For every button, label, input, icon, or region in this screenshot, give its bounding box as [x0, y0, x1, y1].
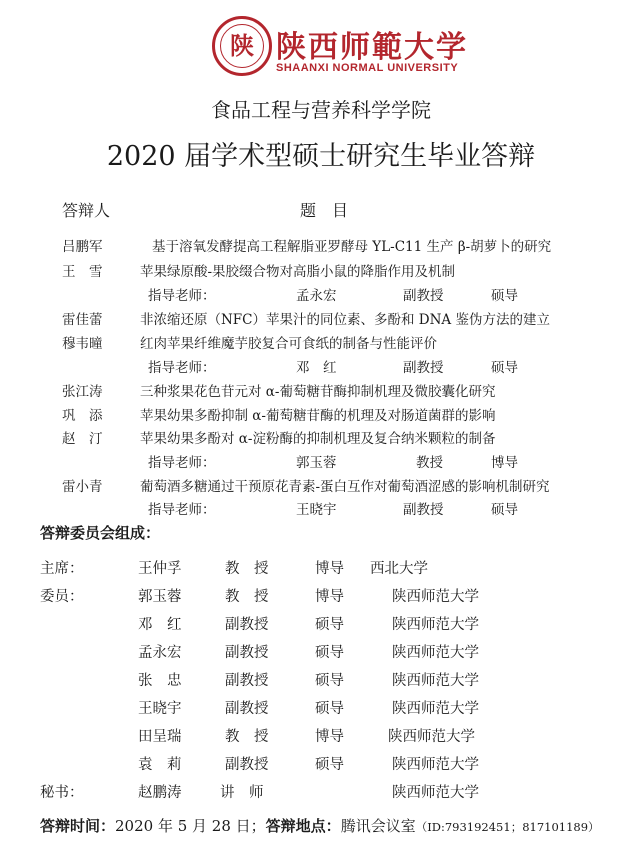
- thesis-title: 葡萄酒多糖通过干预原花青素-蛋白互作对葡萄酒涩感的影响机制研究: [140, 479, 550, 495]
- committee-heading: 答辩委员会组成：: [40, 525, 161, 542]
- thesis-author: 雷佳蕾: [62, 312, 103, 328]
- defense-time-label: 答辩时间：: [40, 818, 116, 835]
- thesis-title: 苹果绿原酸-果胶缀合物对高脂小鼠的降脂作用及机制: [140, 264, 456, 280]
- advisor-degree: 博导: [491, 455, 518, 471]
- seal-inner-ring: [220, 24, 264, 68]
- member-degree: 硕导: [315, 673, 344, 689]
- advisor-degree: 硕导: [491, 502, 518, 518]
- member-affiliation: 陕西师范大学: [388, 729, 475, 745]
- member-rank: 讲 师: [220, 785, 264, 801]
- thesis-title: 三种浆果花色苷元对 α-葡萄糖苷酶抑制机理及微胶囊化研究: [140, 384, 496, 400]
- member-role: 委员：: [40, 589, 84, 605]
- page-title: 2020 届学术型硕士研究生毕业答辩: [106, 141, 536, 172]
- advisor-name: 王晓宇: [296, 502, 337, 518]
- defense-place-label: 答辩地点：: [265, 818, 341, 835]
- advisor-rank: 副教授: [403, 288, 444, 304]
- member-name: 孟永宏: [138, 645, 182, 661]
- member-degree: 硕导: [315, 701, 344, 717]
- member-role: 主席：: [40, 561, 84, 577]
- member-degree: 博导: [315, 589, 344, 605]
- defense-info: [40, 815, 600, 836]
- member-name: 邓 红: [138, 617, 182, 633]
- member-name: 张 忠: [138, 673, 182, 689]
- university-seal-logo: [212, 16, 272, 76]
- column-header-defender: 答辩人: [62, 201, 111, 220]
- member-name: 王仲孚: [138, 561, 182, 577]
- advisor-degree: 硕导: [491, 360, 518, 376]
- member-degree: 博导: [315, 561, 344, 577]
- thesis-author: 巩 添: [62, 408, 103, 424]
- thesis-author: 张江涛: [62, 384, 103, 400]
- university-name-cn: 陕西师範大学: [276, 30, 468, 65]
- advisor-name: 郭玉蓉: [296, 455, 337, 471]
- member-affiliation: 陕西师范大学: [392, 617, 479, 633]
- member-name: 田呈瑞: [138, 729, 182, 745]
- thesis-author: 王 雪: [62, 264, 103, 280]
- seal-character: 陕: [230, 31, 254, 60]
- thesis-title: 基于溶氧发酵提高工程解脂亚罗酵母 YL-C11 生产 β-胡萝卜的研究: [152, 239, 552, 255]
- defense-time-value: 2020 年 5 月 28 日；: [115, 817, 266, 835]
- advisor-name: 孟永宏: [296, 288, 337, 304]
- member-rank: 副教授: [225, 645, 269, 661]
- member-degree: 博导: [315, 729, 344, 745]
- member-rank: 教 授: [225, 589, 269, 605]
- thesis-title: 非浓缩还原（NFC）苹果汁的同位素、多酚和 DNA 鉴伪方法的建立: [140, 312, 550, 328]
- member-rank: 副教授: [225, 757, 269, 773]
- thesis-title: 苹果幼果多酚对 α-淀粉酶的抑制机理及复合纳米颗粒的制备: [140, 431, 496, 447]
- member-affiliation: 陕西师范大学: [392, 785, 479, 801]
- meeting-ids: （ID:793192451；817101189）: [415, 820, 600, 834]
- member-affiliation: 陕西师范大学: [392, 645, 479, 661]
- member-affiliation: 西北大学: [370, 561, 428, 577]
- defense-place-value: 腾讯会议室: [340, 817, 416, 835]
- member-affiliation: 陕西师范大学: [392, 589, 479, 605]
- university-name-en: SHAANXI NORMAL UNIVERSITY: [276, 62, 459, 74]
- member-rank: 副教授: [225, 617, 269, 633]
- member-name: 赵鹏涛: [138, 785, 182, 801]
- member-affiliation: 陕西师范大学: [392, 757, 479, 773]
- advisor-rank: 副教授: [403, 360, 444, 376]
- member-rank: 教 授: [225, 729, 269, 745]
- member-name: 王晓宇: [138, 701, 182, 717]
- advisor-label: 指导老师：: [148, 288, 216, 304]
- thesis-author: 穆韦曈: [62, 336, 103, 352]
- advisor-degree: 硕导: [491, 288, 518, 304]
- thesis-author: 吕鹏军: [62, 239, 103, 255]
- advisor-label: 指导老师：: [148, 360, 216, 376]
- college-name: 食品工程与营养科学学院: [211, 98, 431, 122]
- advisor-label: 指导老师：: [148, 455, 216, 471]
- member-degree: 硕导: [315, 617, 344, 633]
- member-role: 秘书：: [40, 785, 84, 801]
- member-rank: 教 授: [225, 561, 269, 577]
- member-rank: 副教授: [225, 701, 269, 717]
- thesis-title: 苹果幼果多酚抑制 α-葡萄糖苷酶的机理及对肠道菌群的影响: [140, 408, 496, 424]
- member-rank: 副教授: [225, 673, 269, 689]
- advisor-name: 邓 红: [296, 360, 337, 376]
- advisor-rank: 教授: [416, 455, 443, 471]
- member-degree: 硕导: [315, 757, 344, 773]
- thesis-author: 赵 汀: [62, 431, 103, 447]
- member-affiliation: 陕西师范大学: [392, 673, 479, 689]
- advisor-label: 指导老师：: [148, 502, 216, 518]
- member-name: 袁 莉: [138, 757, 182, 773]
- advisor-rank: 副教授: [403, 502, 444, 518]
- member-name: 郭玉蓉: [138, 589, 182, 605]
- member-affiliation: 陕西师范大学: [392, 701, 479, 717]
- column-header-topic: 题 目: [300, 201, 349, 220]
- thesis-author: 雷小青: [62, 479, 103, 495]
- member-degree: 硕导: [315, 645, 344, 661]
- thesis-title: 红肉苹果纤维魔芋胶复合可食纸的制备与性能评价: [140, 336, 437, 352]
